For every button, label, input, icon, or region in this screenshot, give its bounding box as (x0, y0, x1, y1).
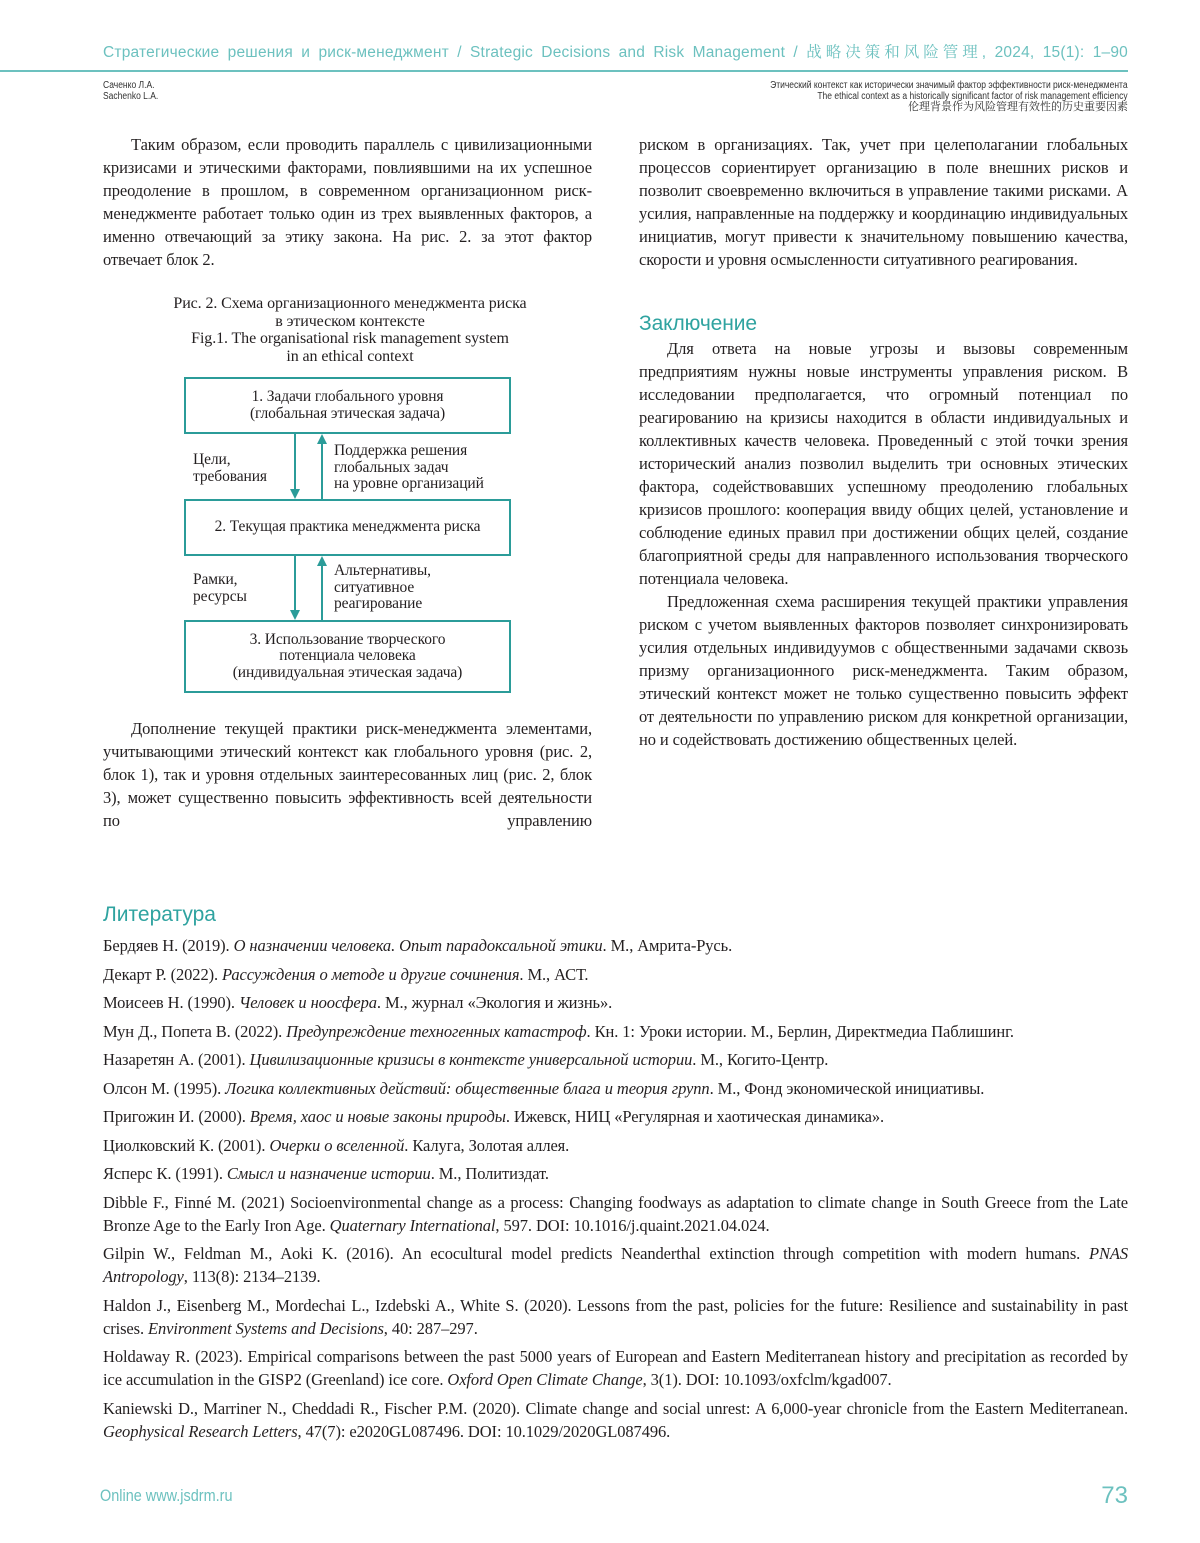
label-line: на уровне организаций (334, 476, 484, 493)
reference-title: О назначении человека. Опыт парадоксальной этики (234, 936, 603, 955)
label-line: ситуативное (334, 580, 431, 597)
title-zh: 伦理背景作为风险管理有效性的历史重要因素 (707, 102, 1128, 113)
reference-text: Kaniewski D., Marriner N., Cheddadi R., Fischer P.M. (2020). Climate change and social unrest: A 6,000-year chronicle from the Eastern Mediterranean. (103, 1399, 1128, 1418)
reference-title: Рассуждения о методе и другие сочинения (222, 965, 519, 984)
reference-text: Моисеев Н. (1990). (103, 993, 239, 1012)
reference-title: Очерки о вселенной (269, 1136, 404, 1155)
reference-item (103, 963, 1128, 986)
reference-title: Предупреждение техногенных катастроф (286, 1022, 586, 1041)
label-line: глобальных задач (334, 460, 484, 477)
left-column (103, 133, 592, 832)
right-column (639, 133, 1128, 832)
caption-en-line: in an ethical context (130, 348, 570, 366)
caption-ru-line: в этическом контексте (130, 313, 570, 331)
box-line: (индивидуальная этическая задача) (233, 665, 463, 682)
reference-text: , 47(7): e2020GL087496. DOI: 10.1029/2020GL087496. (298, 1422, 671, 1441)
references-list (103, 934, 1128, 1443)
two-column-text (103, 133, 1128, 832)
caption-ru-line: Рис. 2. Схема организационного менеджмента риска (130, 295, 570, 313)
reference-title: Смысл и назначение истории (227, 1164, 431, 1183)
box-line: потенциала человека (233, 648, 463, 665)
reference-title: Цивилизационные кризисы в контексте универсальной истории (250, 1050, 693, 1069)
arrow-down-line (294, 556, 296, 610)
reference-text: . Ижевск, НИЦ «Регулярная и хаотическая динамика». (506, 1107, 884, 1126)
reference-text: Пригожин И. (2000). (103, 1107, 250, 1126)
reference-text: Holdaway R. (2023). Empirical comparisons between the past 5000 years of European and Eastern Mediterranean history and precipitation as recorded by ice accumulation in the GISP2 (Greenland) ice core. (103, 1347, 1128, 1389)
reference-text: Haldon J., Eisenberg M., Mordechai L., Izdebski A., White S. (2020). Lessons from the past, policies for the future: Resilience and sustainability in past crises. (103, 1296, 1128, 1338)
reference-text: , 113(8): 2134–2139. (184, 1267, 321, 1286)
reference-item (103, 1345, 1128, 1391)
reference-text: . М., Политиздат. (431, 1164, 549, 1183)
label-support (334, 443, 484, 493)
caption-en-line: Fig.1. The organisational risk management system (130, 330, 570, 348)
reference-text: Олсон М. (1995). (103, 1079, 225, 1098)
page-number: 73 (1101, 1482, 1128, 1510)
arrow-down-line (294, 434, 296, 490)
reference-item (103, 991, 1128, 1014)
reference-text: . М., Фонд экономической инициативы. (710, 1079, 985, 1098)
reference-text: Gilpin W., Feldman M., Aoki K. (2016). An ecocultural model predicts Neanderthal extinction through competition with modern humans. (103, 1244, 1089, 1263)
reference-item (103, 1105, 1128, 1128)
header-divider (0, 70, 1128, 72)
figure-caption (130, 295, 570, 365)
label-line: Рамки, (193, 572, 247, 589)
paragraph: Дополнение текущей практики риск-менеджмента элементами, учитывающими этический контекст как глобального уровня (рис. 2, блок 1), так и уровня отдельных заинтересованных лиц (рис. 2, блок 3), может существенно повысить эффективность всей деятельности по управлению (103, 717, 592, 832)
reference-title: Environment Systems and Decisions (148, 1319, 384, 1338)
footer-site-link[interactable]: Online www.jsdrm.ru (100, 1486, 232, 1506)
reference-text: . М., Амрита-Русь. (603, 936, 733, 955)
reference-text: Циолковский К. (2001). (103, 1136, 269, 1155)
reference-title: Логика коллективных действий: общественные блага и теория групп (225, 1079, 709, 1098)
reference-title: Geophysical Research Letters (103, 1422, 298, 1441)
references-heading: Литература (103, 902, 1128, 928)
journal-running-header: Стратегические решения и риск-менеджмент / Strategic Decisions and Risk Management / 战略决策和风险管理, 2024, 15(1): 1–90 (103, 40, 1128, 62)
reference-title: PNAS Antropology (103, 1244, 1128, 1286)
reference-item (103, 1294, 1128, 1340)
reference-text: Назаретян А. (2001). (103, 1050, 250, 1069)
diagram-box-global (184, 377, 511, 434)
label-frames-resources (193, 572, 247, 605)
reference-text: Бердяев Н. (2019). (103, 936, 234, 955)
reference-text: . М., Когито-Центр. (692, 1050, 828, 1069)
reference-text: Декарт Р. (2022). (103, 965, 222, 984)
label-goals-requirements (193, 452, 267, 485)
paragraph: Таким образом, если проводить параллель с цивилизационными кризисами и этическими факторами, повлиявшими на их успешное преодоление в прошлом, в современном организационном риск-менеджменте работает только один из трех выявленных факторов, а именно отвечающий за этику закона. На рис. 2. за этот фактор отвечает блок 2. (103, 133, 592, 271)
paragraph: Для ответа на новые угрозы и вызовы современным предприятиям нужны новые инструменты управления риском. В исследовании предполагается, что огромный потенциал по реагированию на кризисы находится в области индивидуальных и коллективных качеств человека. Проведенный с этой точки зрения исторический анализ позволил выделить три основных этических фактора, содействовавших успешному преодолению глобальных кризисов прошлого: кооперация ввиду общих целей, установление и соблюдение единых правил при достижении общих целей, создание благоприятной среды для направленного использования творческого потенциала человека. (639, 337, 1128, 590)
reference-text: . М., АСТ. (519, 965, 588, 984)
label-line: реагирование (334, 596, 431, 613)
reference-text: , 597. DOI: 10.1016/j.quaint.2021.04.024. (495, 1216, 769, 1235)
reference-title: Oxford Open Climate Change (447, 1370, 642, 1389)
diagram-box-current-practice (184, 499, 511, 556)
label-alternatives (334, 563, 431, 613)
label-line: ресурсы (193, 589, 247, 606)
box-line: 2. Текущая практика менеджмента риска (215, 519, 481, 536)
author-en: Sachenko L.A. (103, 91, 158, 102)
reference-item (103, 1397, 1128, 1443)
paragraph: Предложенная схема расширения текущей практики управления риском с учетом выявленных факторов позволяет синхронизировать усилия отдельных индивидуумов с общественными задачами сквозь призму организационного риск-менеджмента. Таким образом, этический контекст может не только существенно повысить эффект от деятельности по управлению риском для конкретной организации, но и содействовать достижению общественных целей. (639, 590, 1128, 751)
arrow-down-head (290, 610, 300, 620)
reference-text: . М., журнал «Экология и жизнь». (377, 993, 612, 1012)
title-en: The ethical context as a historically significant factor of risk management efficiency (771, 91, 1128, 102)
running-title (707, 80, 1128, 113)
label-line: Цели, (193, 452, 267, 469)
reference-item (103, 934, 1128, 957)
reference-item (103, 1162, 1128, 1185)
reference-text: Мун Д., Попета В. (2022). (103, 1022, 286, 1041)
author-ru: Саченко Л.А. (103, 80, 158, 91)
title-ru: Этический контекст как исторически значимый фактор эффективности риск-менеджмента (771, 80, 1128, 91)
conclusion-heading: Заключение (639, 311, 1128, 337)
arrow-up-head (317, 556, 327, 566)
label-line: требования (193, 469, 267, 486)
reference-text: , 40: 287–297. (384, 1319, 478, 1338)
label-line: Поддержка решения (334, 443, 484, 460)
box-line: 1. Задачи глобального уровня (250, 389, 445, 406)
running-authors (103, 80, 158, 102)
paragraph: риском в организациях. Так, учет при целеполагании глобальных процессов сориентирует организацию в поле внешних рисков и позволит своевременно включиться в управление такими рисками. А усилия, направленные на поддержку и координацию индивидуальных инициатив, могут привести к значительному повышению качества, скорости и уровня осмысленности ситуативного реагирования. (639, 133, 1128, 271)
arrow-up-line (321, 443, 323, 499)
risk-management-diagram (103, 377, 592, 709)
reference-text: . Кн. 1: Уроки истории. М., Берлин, Директмедиа Паблишинг. (587, 1022, 1014, 1041)
reference-item (103, 1077, 1128, 1100)
box-line: 3. Использование творческого (233, 632, 463, 649)
label-line: Альтернативы, (334, 563, 431, 580)
reference-text: , 3(1). DOI: 10.1093/oxfclm/kgad007. (643, 1370, 892, 1389)
article-body (103, 133, 1128, 1448)
reference-text: . Калуга, Золотая аллея. (404, 1136, 569, 1155)
reference-text: Dibble F., Finné M. (2021) Socioenvironmental change as a process: Changing foodways as adaptation to climate change in South Greece from the Late Bronze Age to the Early Iron Age. (103, 1193, 1128, 1235)
reference-title: Человек и ноосфера (239, 993, 377, 1012)
reference-item (103, 1048, 1128, 1071)
reference-item (103, 1242, 1128, 1288)
reference-title: Время, хаос и новые законы природы (250, 1107, 506, 1126)
reference-item (103, 1134, 1128, 1157)
arrow-up-line (321, 565, 323, 620)
box-line: (глобальная этическая задача) (250, 406, 445, 423)
reference-item (103, 1191, 1128, 1237)
reference-item (103, 1020, 1128, 1043)
arrow-up-head (317, 434, 327, 444)
reference-title: Quaternary International (330, 1216, 496, 1235)
reference-text: Ясперс К. (1991). (103, 1164, 227, 1183)
arrow-down-head (290, 489, 300, 499)
diagram-box-creative-potential (184, 620, 511, 693)
